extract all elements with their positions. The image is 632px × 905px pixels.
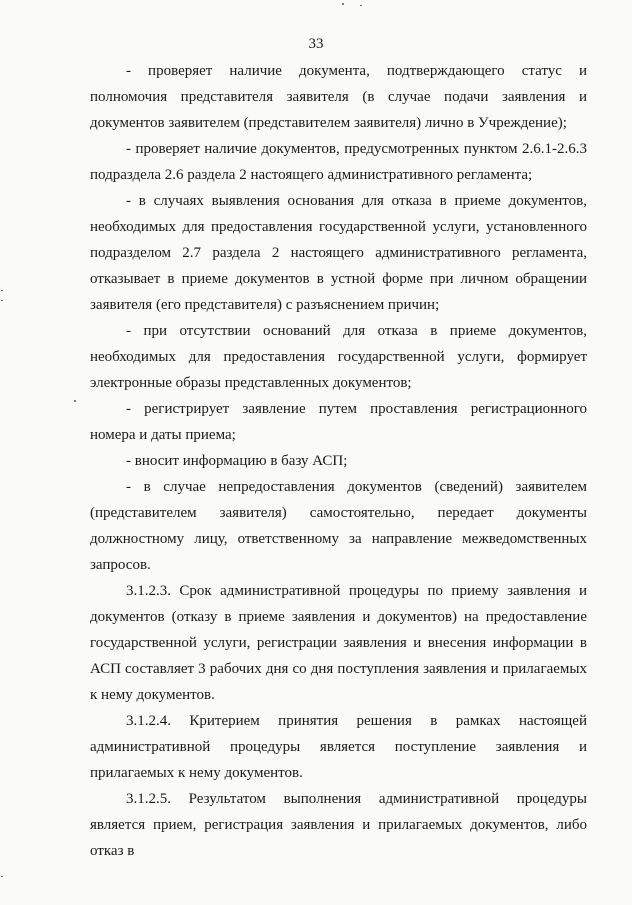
- scan-speck: [342, 3, 344, 5]
- scan-speck: [1, 300, 3, 301]
- paragraph-check-representative: - проверяет наличие документа, подтверждающего статус и полномочия представителя заявителя (в случае подачи заявления и документов заявителем (представителем заявителя) лично в Учреждение);: [90, 63, 587, 131]
- paragraph-check-documents: - проверяет наличие документов, предусмотренных пунктом 2.6.1-2.6.3 подраздела 2.6 раздела 2 настоящего административного регламента;: [90, 141, 587, 183]
- paragraph-3-1-2-4: 3.1.2.4. Критерием принятия решения в рамках настоящей административной процедуры является поступление заявления и прилагаемых к нему документов.: [90, 713, 587, 781]
- paragraph-database: - вносит информацию в базу АСП;: [126, 453, 348, 469]
- paragraph-refusal: - в случаях выявления основания для отказа в приеме документов, необходимых для предоставления государственной услуги, установленного подразделом 2.7 раздела 2 настоящего административного регламента, отказывает в приеме документов в устной форме при личном обращении заявителя (его представителя) с разъяснением причин;: [90, 193, 587, 313]
- body-text: [90, 58, 587, 864]
- page-number: 33: [308, 36, 324, 52]
- scan-speck: [74, 400, 76, 402]
- paragraph-transfer: - в случае непредоставления документов (сведений) заявителем (представителем заявителя) самостоятельно, передает документы должностному лицу, ответственному за направление межведомственных запросов.: [90, 479, 587, 573]
- paragraph-3-1-2-3: 3.1.2.3. Срок административной процедуры по приему заявления и документов (отказу в приеме заявления и документов) на предоставление государственной услуги, регистрации заявления и внесения информации в АСП составляет 3 рабочих дня со дня поступления заявления и прилагаемых к нему документов.: [90, 583, 587, 703]
- paragraph-register: - регистрирует заявление путем проставления регистрационного номера и даты приема;: [90, 401, 587, 443]
- scan-speck: [360, 5, 362, 6]
- paragraph-3-1-2-5: 3.1.2.5. Результатом выполнения административной процедуры является прием, регистрация заявления и прилагаемых документов, либо отказ в: [90, 791, 587, 859]
- scan-speck: [1, 876, 3, 877]
- paragraph-electronic-images: - при отсутствии оснований для отказа в приеме документов, необходимых для предоставления государственной услуги, формирует электронные образы представленных документов;: [90, 323, 587, 391]
- scan-speck: [1, 290, 3, 291]
